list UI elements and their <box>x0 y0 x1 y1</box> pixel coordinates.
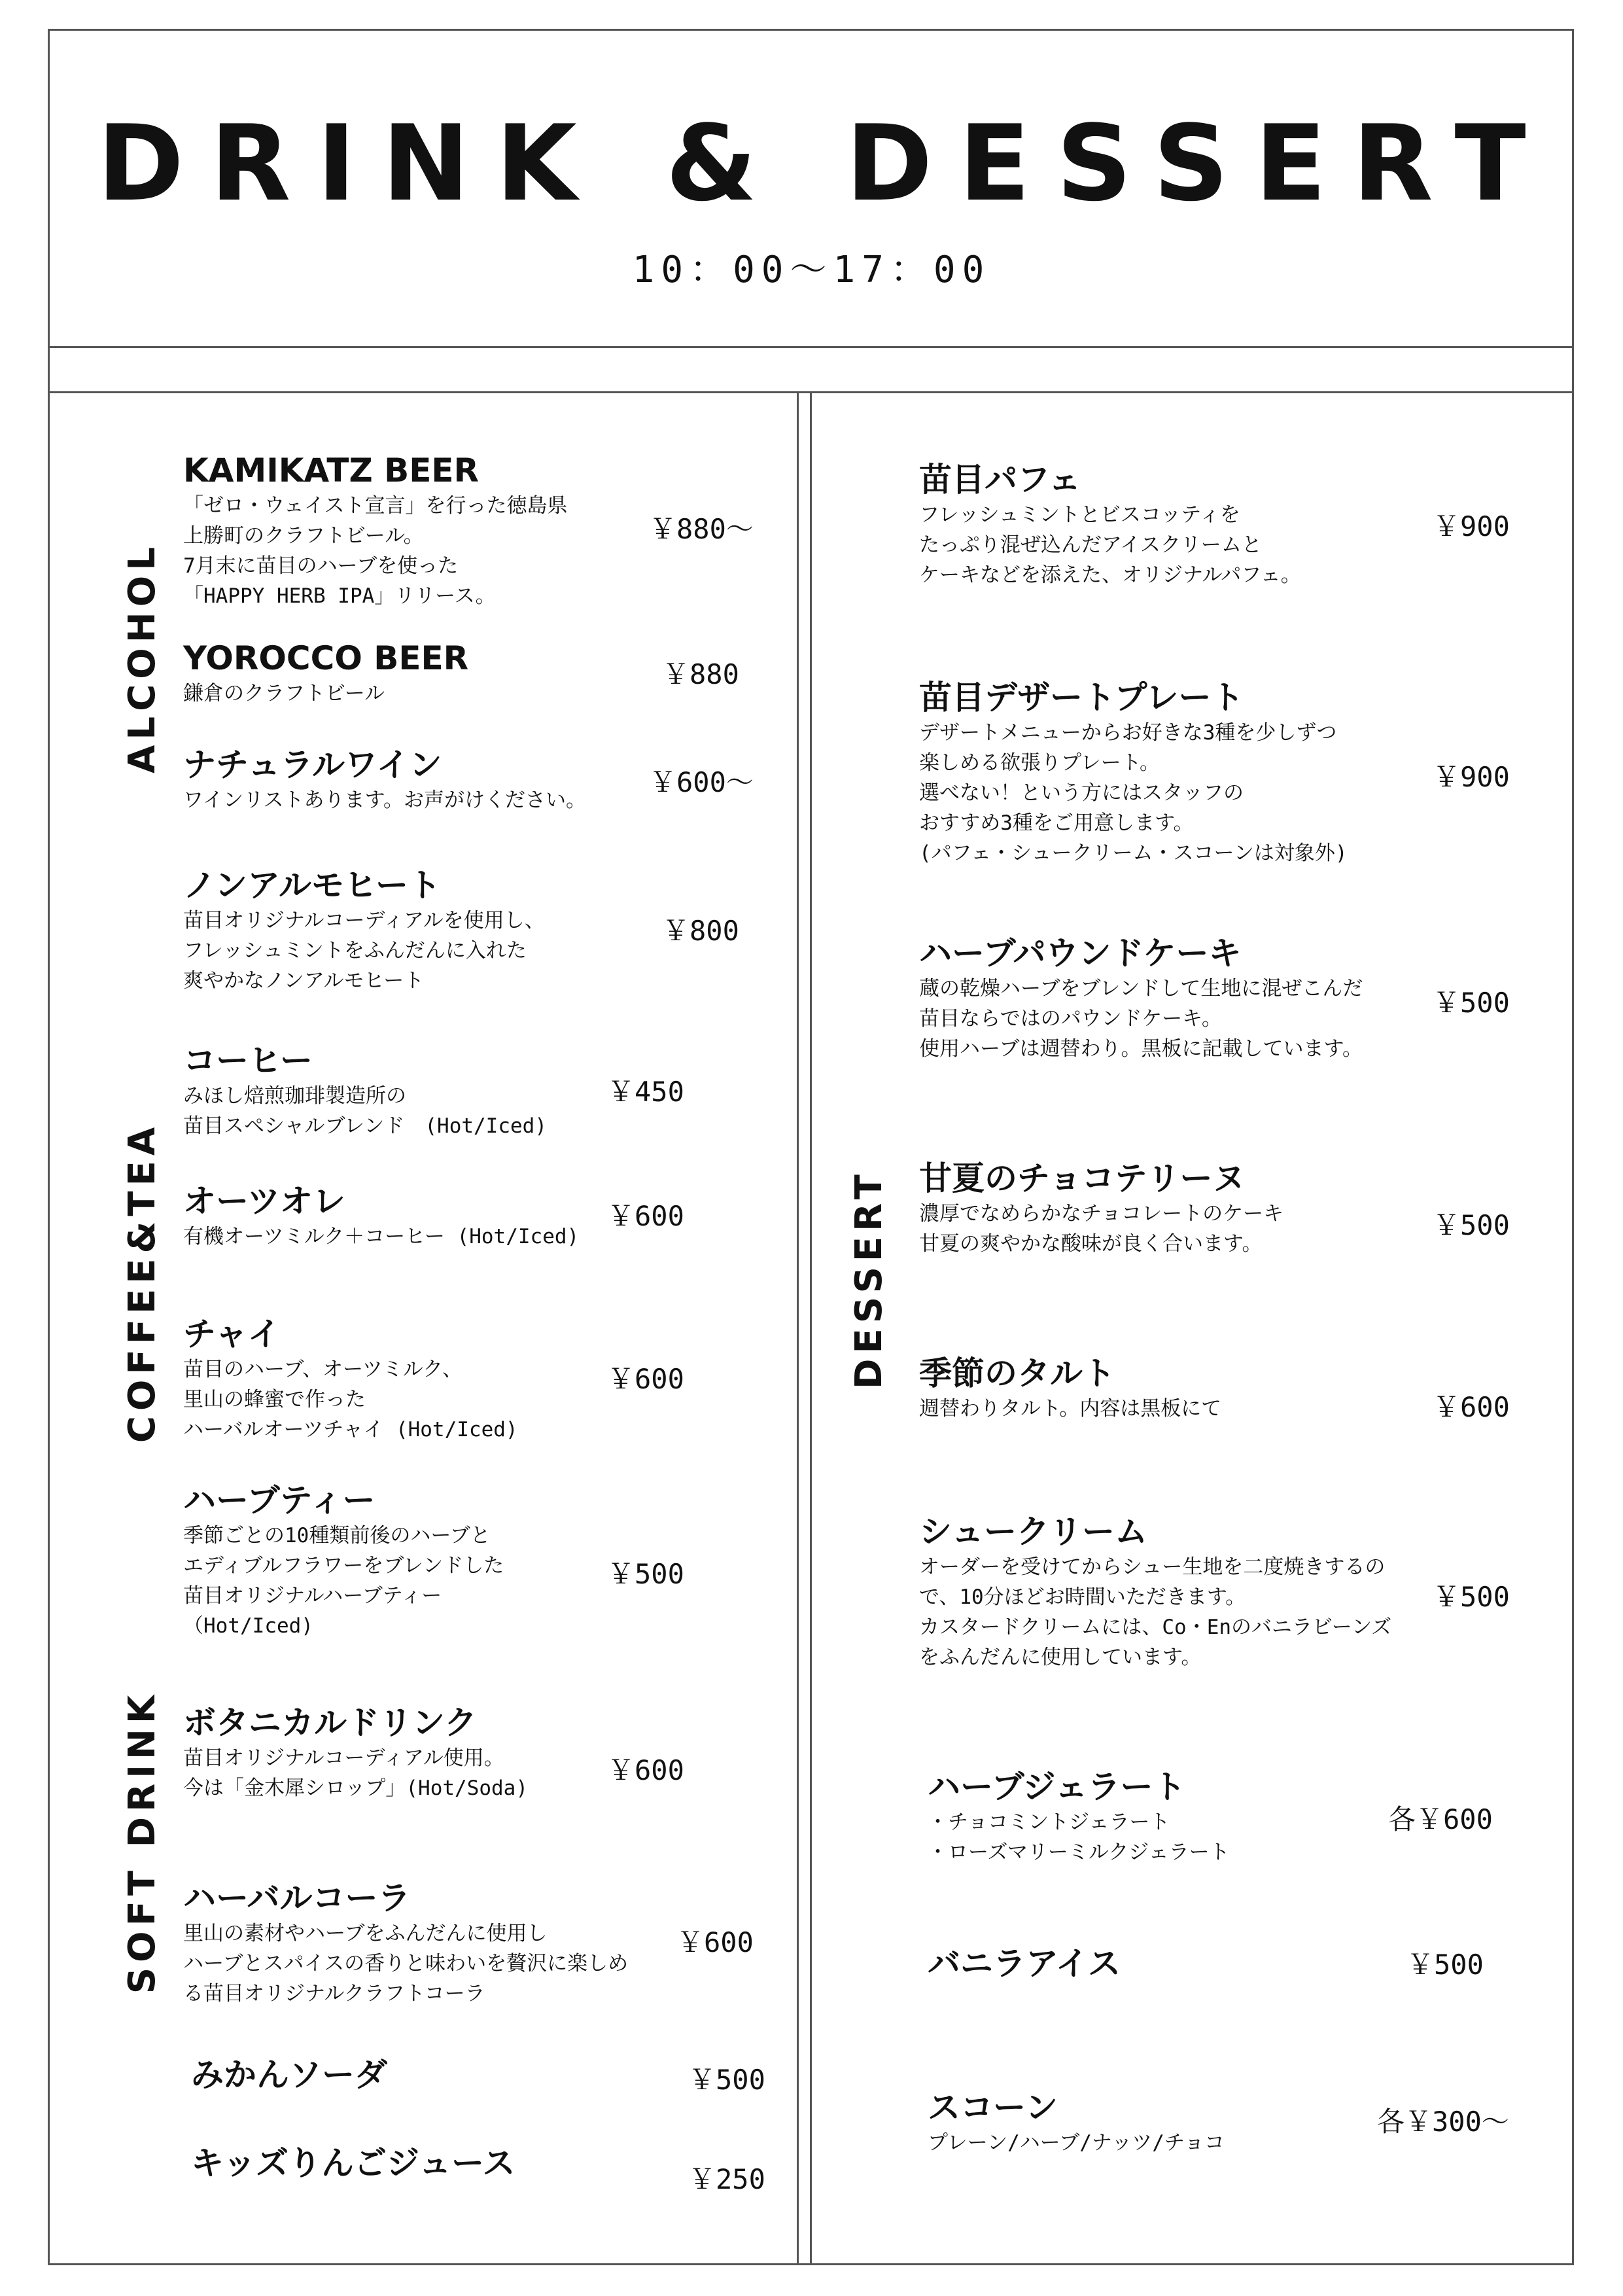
item-desc: 使用ハーブは週替わり。黒板に記載しています。 <box>919 1037 1363 1061</box>
menu-title: DRINK & DESSERT <box>97 102 1552 224</box>
menu-item-kamikatz-beer <box>183 450 567 611</box>
item-price: ￥500 <box>688 2064 765 2096</box>
menu-item-scone <box>928 2087 1225 2158</box>
item-name: スコーン <box>928 2089 1058 2127</box>
menu-item-yorocco-beer <box>183 638 468 709</box>
item-desc: 苗目オリジナルコーディアルを使用し、 <box>183 909 545 932</box>
menu-item-dessert-plate <box>919 677 1348 868</box>
item-name: ノンアルモヒート <box>183 866 441 904</box>
item-desc: 7月末に苗目のハーブを使った <box>183 554 459 578</box>
item-desc: 蔵の乾燥ハーブをブレンドして生地に混ぜこんだ <box>919 977 1363 1000</box>
item-price: ￥800 <box>662 915 739 947</box>
item-price: ￥880～ <box>649 513 754 545</box>
category-soft-drink: SOFT DRINK <box>121 1689 164 1994</box>
menu-item-cream-puff <box>919 1511 1391 1672</box>
item-name: ボタニカルドリンク <box>183 1704 477 1742</box>
item-desc: 楽しめる欲張りプレート。 <box>919 751 1160 775</box>
item-price: ￥500 <box>607 1558 684 1590</box>
item-price: 各￥300～ <box>1377 2106 1509 2138</box>
item-desc: 苗目オリジナルハーブティー <box>183 1584 442 1608</box>
menu-item-mikan-soda <box>191 2055 387 2095</box>
menu-item-chai <box>183 1314 518 1445</box>
menu-item-herb-pound-cake <box>919 933 1363 1064</box>
menu-item-kids-apple-juice <box>191 2143 515 2183</box>
menu-item-naeme-parfait <box>919 459 1301 590</box>
item-desc: 鎌倉のクラフトビール <box>183 682 385 705</box>
item-desc: で、10分ほどお時間いただきます。 <box>919 1585 1246 1609</box>
item-desc: たっぷり混ぜ込んだアイスクリームと <box>919 533 1262 557</box>
item-name: ハーブパウンドケーキ <box>919 934 1242 972</box>
item-desc: 季節ごとの10種類前後のハーブと <box>183 1524 491 1547</box>
category-dessert: DESSERT <box>848 1169 890 1389</box>
item-price: ￥500 <box>1433 1209 1510 1241</box>
item-name: 甘夏のチョコテリーヌ <box>919 1159 1246 1197</box>
item-desc: 苗目のハーブ、オーツミルク、 <box>183 1358 462 1381</box>
item-desc: 里山の素材やハーブをふんだんに使用し <box>183 1922 548 1945</box>
item-price: ￥900 <box>1433 510 1510 542</box>
item-name: シュークリーム <box>919 1513 1147 1551</box>
item-name: チャイ <box>183 1315 281 1353</box>
item-desc: 甘夏の爽やかな酸味が良く合います。 <box>919 1232 1263 1256</box>
menu-item-herbal-cola <box>183 1878 628 2009</box>
item-desc: 今は「金木犀シロップ」(Hot/Soda) <box>183 1776 529 1800</box>
item-name: キッズりんごジュース <box>191 2144 515 2182</box>
item-name: ハーブジェラート <box>928 1768 1186 1806</box>
item-name: 苗目デザートプレート <box>919 679 1244 716</box>
menu-item-herb-gelato <box>928 1767 1230 1867</box>
header-divider-top <box>48 346 1574 348</box>
item-name: オーツオレ <box>183 1182 345 1220</box>
item-desc: ハーバルオーツチャイ (Hot/Iced) <box>183 1418 518 1441</box>
item-desc: ハーブとスパイスの香りと味わいを贅沢に楽しめ <box>183 1952 629 1975</box>
item-desc: フレッシュミントをふんだんに入れた <box>183 939 527 963</box>
item-desc: 里山の蜂蜜で作った <box>183 1388 366 1411</box>
item-price: ￥600 <box>607 1200 684 1232</box>
item-price: ￥250 <box>688 2163 765 2195</box>
item-desc: をふんだんに使用しています。 <box>919 1646 1202 1669</box>
item-desc: カスタードクリームには、Co・Enのバニラビーンズ <box>919 1616 1392 1639</box>
item-desc: (パフェ・シュークリーム・スコーンは対象外) <box>919 841 1348 865</box>
item-price: ￥500 <box>1433 987 1510 1019</box>
column-divider-left <box>797 393 799 2265</box>
item-price: ￥900 <box>1433 761 1510 793</box>
item-desc: 爽やかなノンアルモヒート <box>183 969 425 993</box>
item-desc: デザートメニューからお好きな3種を少しずつ <box>919 721 1337 745</box>
item-name: KAMIKATZ BEER <box>183 451 480 489</box>
item-price: ￥600 <box>1433 1391 1510 1423</box>
item-name: みかんソーダ <box>191 2056 387 2094</box>
item-price: ￥600 <box>607 1363 684 1395</box>
item-desc: ・ローズマリーミルクジェラート <box>928 1841 1230 1864</box>
item-desc: エディブルフラワーをブレンドした <box>183 1554 504 1578</box>
item-price: ￥600 <box>676 1926 754 1958</box>
menu-item-amanatsu-choco-terrine <box>919 1158 1283 1259</box>
item-name: ハーブティー <box>183 1481 375 1519</box>
menu-item-botanical-drink <box>183 1703 528 1803</box>
item-price: ￥500 <box>1406 1949 1484 1981</box>
item-name: 季節のタルト <box>919 1354 1115 1392</box>
item-desc: 苗目オリジナルコーディアル使用。 <box>183 1746 504 1770</box>
item-price: ￥600 <box>607 1754 684 1786</box>
item-name: 苗目パフェ <box>919 461 1081 499</box>
item-desc: 選べない！という方にはスタッフの <box>919 781 1244 805</box>
menu-item-vanilla-ice <box>928 1943 1121 1984</box>
menu-item-natural-wine <box>183 745 586 815</box>
item-desc: おすすめ3種をご用意します。 <box>919 811 1194 835</box>
item-desc: 週替わりタルト。内容は黒板にて <box>919 1397 1222 1421</box>
item-desc: ワインリストあります。お声がけください。 <box>183 788 586 812</box>
item-price: ￥880 <box>662 658 739 690</box>
item-price: ￥600～ <box>649 766 754 798</box>
menu-item-coffee <box>183 1040 547 1141</box>
item-desc: 苗目ならではのパウンドケーキ。 <box>919 1007 1222 1031</box>
item-name: コーヒー <box>183 1042 313 1080</box>
item-name: ナチュラルワイン <box>183 746 442 784</box>
item-desc: る苗目オリジナルクラフトコーラ <box>183 1982 485 2005</box>
menu-item-herb-tea <box>183 1480 504 1641</box>
item-name: バニラアイス <box>928 1945 1121 1983</box>
opening-hours: 10：00～17：00 <box>632 249 991 291</box>
item-price: ￥450 <box>607 1076 684 1108</box>
category-coffee-tea: COFFEE&TEA <box>121 1122 164 1443</box>
menu-item-oat-latte <box>183 1181 579 1252</box>
item-desc: ケーキなどを添えた、オリジナルパフェ。 <box>919 563 1301 587</box>
item-desc: 苗目スペシャルブレンド (Hot/Iced) <box>183 1114 547 1138</box>
item-desc: みほし焙煎珈琲製造所の <box>183 1084 406 1108</box>
item-price: 各￥600 <box>1388 1803 1493 1835</box>
column-divider-right <box>810 393 812 2265</box>
category-alcohol: ALCOHOL <box>121 542 164 773</box>
menu-item-seasonal-tart <box>919 1353 1221 1424</box>
item-desc: 有機オーツミルク＋コーヒー (Hot/Iced) <box>183 1225 580 1248</box>
item-desc: ・チョコミントジェラート <box>928 1810 1170 1834</box>
item-price: ￥500 <box>1433 1581 1510 1613</box>
item-desc: プレーン/ハーブ/ナッツ/チョコ <box>928 2131 1225 2155</box>
menu-item-nonalcohol-mojito <box>183 865 545 996</box>
item-name: ハーバルコーラ <box>183 1879 411 1917</box>
item-desc: 上勝町のクラフトビール。 <box>183 524 424 548</box>
item-desc: フレッシュミントとビスコッティを <box>919 503 1240 527</box>
item-desc: 「ゼロ・ウェイスト宣言」を行った徳島県 <box>183 494 568 518</box>
item-name: YOROCCO BEER <box>183 639 469 677</box>
item-desc: 「HAPPY HERB IPA」リリース。 <box>183 584 496 608</box>
item-desc: 濃厚でなめらかなチョコレートのケーキ <box>919 1202 1284 1226</box>
item-desc: （Hot/Iced) <box>183 1614 313 1638</box>
item-desc: オーダーを受けてからシュー生地を二度焼きするの <box>919 1555 1386 1579</box>
